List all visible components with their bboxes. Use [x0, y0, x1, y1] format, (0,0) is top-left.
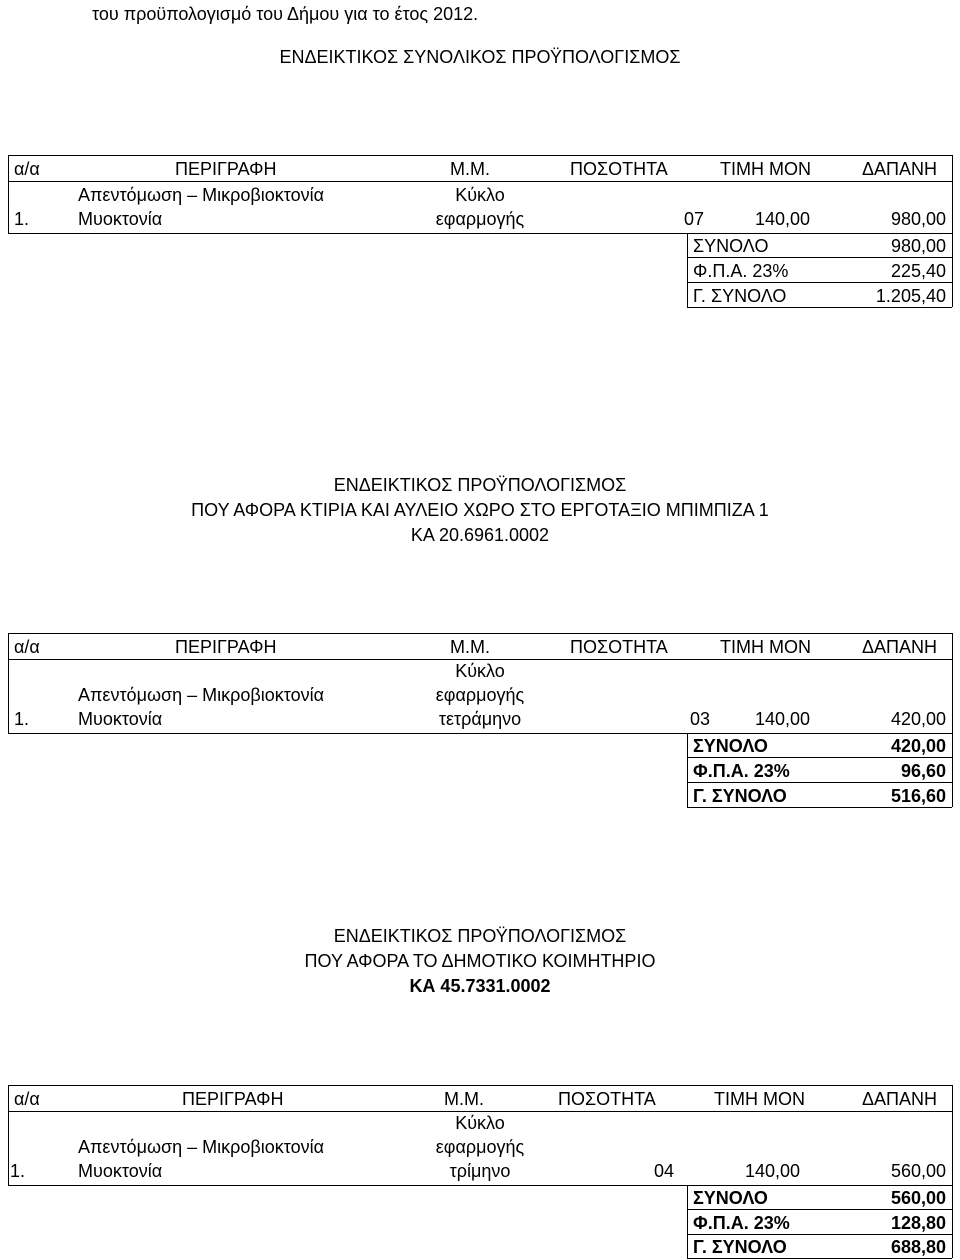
- header-aa: α/α: [14, 1089, 40, 1109]
- header-quantity: ΠΟΣΟΤΗΤΑ: [570, 159, 668, 179]
- section-1-title: ΕΝΔΕΙΚΤΙΚΟΣ ΣΥΝΟΛΙΚΟΣ ΠΡΟΫΠΟΛΟΓΙΣΜΟΣ: [279, 47, 681, 67]
- section-3-title-line-2: ΠΟΥ ΑΦΟΡΑ ΤΟ ΔΗΜΟΤΙΚΟ ΚΟΙΜΗΤΗΡΙΟ: [304, 951, 656, 971]
- item-quantity: 07: [683, 209, 704, 229]
- item-unit-line-3: τετράμηνο: [438, 709, 522, 729]
- item-unit-line-2: εφαρμογής: [435, 685, 525, 705]
- item-description-line-1: Απεντόμωση – Μικροβιοκτονία: [78, 1137, 325, 1157]
- grand-total-value: 516,60: [890, 786, 946, 806]
- header-unit-price: ΤΙΜΗ ΜΟΝ: [714, 1089, 805, 1109]
- section-2-title-line-1: ΕΝΔΕΙΚΤΙΚΟΣ ΠΡΟΫΠΟΛΟΓΙΣΜΟΣ: [333, 475, 627, 495]
- header-description: ΠΕΡΙΓΡΑΦΗ: [175, 637, 277, 657]
- vat-label: Φ.Π.Α. 23%: [693, 761, 790, 781]
- grand-total-label: Γ. ΣΥΝΟΛΟ: [693, 1237, 787, 1257]
- vat-value: 225,40: [890, 261, 946, 281]
- grand-total-label: Γ. ΣΥΝΟΛΟ: [693, 786, 787, 806]
- header-unit-price: ΤΙΜΗ ΜΟΝ: [720, 637, 811, 657]
- header-aa: α/α: [14, 637, 40, 657]
- item-unit-line-1: Κύκλο: [455, 1113, 505, 1133]
- vat-label: Φ.Π.Α. 23%: [693, 1213, 790, 1233]
- item-quantity: 03: [689, 709, 710, 729]
- section-2-title-line-3: ΚΑ 20.6961.0002: [410, 525, 550, 545]
- total-label: ΣΥΝΟΛΟ: [693, 1188, 768, 1208]
- total-value: 980,00: [890, 236, 946, 256]
- item-number: 1.: [14, 209, 30, 229]
- header-unit-price: ΤΙΜΗ ΜΟΝ: [720, 159, 811, 179]
- vat-value: 96,60: [900, 761, 946, 781]
- header-description: ΠΕΡΙΓΡΑΦΗ: [175, 159, 277, 179]
- header-unit: Μ.Μ.: [450, 637, 490, 657]
- item-number: 1.: [14, 709, 30, 729]
- item-description-line-1: Απεντόμωση – Μικροβιοκτονία: [78, 185, 325, 205]
- grand-total-label: Γ. ΣΥΝΟΛΟ: [693, 286, 787, 306]
- item-cost: 560,00: [890, 1161, 946, 1181]
- item-description-line-1: Απεντόμωση – Μικροβιοκτονία: [78, 685, 325, 705]
- item-unit-line-3: τρίμηνο: [449, 1161, 511, 1181]
- total-label: ΣΥΝΟΛΟ: [693, 736, 768, 756]
- section-3-title-line-1: ΕΝΔΕΙΚΤΙΚΟΣ ΠΡΟΫΠΟΛΟΓΙΣΜΟΣ: [333, 926, 627, 946]
- item-cost: 980,00: [890, 209, 946, 229]
- item-unit-line-1: Κύκλο: [455, 185, 505, 205]
- grand-total-value: 1.205,40: [875, 286, 946, 306]
- total-value: 560,00: [890, 1188, 946, 1208]
- header-aa: α/α: [14, 159, 40, 179]
- item-unit-line-2: εφαρμογής: [435, 209, 525, 229]
- section-3-title-line-3: ΚΑ 45.7331.0002: [409, 976, 551, 996]
- header-description: ΠΕΡΙΓΡΑΦΗ: [182, 1089, 284, 1109]
- item-unit-line-1: Κύκλο: [455, 661, 505, 681]
- header-cost: ΔΑΠΑΝΗ: [862, 1089, 938, 1109]
- item-unit-price: 140,00: [744, 1161, 800, 1181]
- header-quantity: ΠΟΣΟΤΗΤΑ: [570, 637, 668, 657]
- header-unit: Μ.Μ.: [444, 1089, 484, 1109]
- vat-value: 128,80: [890, 1213, 946, 1233]
- item-number: 1.: [10, 1161, 26, 1181]
- grand-total-value: 688,80: [890, 1237, 946, 1257]
- header-unit: Μ.Μ.: [450, 159, 490, 179]
- section-2-title-line-2: ΠΟΥ ΑΦΟΡΑ ΚΤΙΡΙΑ ΚΑΙ ΑΥΛΕΙΟ ΧΩΡΟ ΣΤΟ ΕΡΓΟΤΑΞΙΟ ΜΠΙΜΠΙΖΑ 1: [191, 500, 769, 520]
- header-cost: ΔΑΠΑΝΗ: [862, 159, 938, 179]
- item-unit-price: 140,00: [754, 209, 810, 229]
- item-unit-price: 140,00: [754, 709, 810, 729]
- item-cost: 420,00: [890, 709, 946, 729]
- intro-text: του προϋπολογισμό του Δήμου για το έτος 2012.: [92, 4, 479, 24]
- item-unit-line-2: εφαρμογής: [435, 1137, 525, 1157]
- total-value: 420,00: [890, 736, 946, 756]
- total-label: ΣΥΝΟΛΟ: [693, 236, 769, 256]
- item-description-line-2: Μυοκτονία: [78, 209, 163, 229]
- header-cost: ΔΑΠΑΝΗ: [862, 637, 938, 657]
- vat-label: Φ.Π.Α. 23%: [693, 261, 789, 281]
- item-quantity: 04: [653, 1161, 674, 1181]
- item-description-line-2: Μυοκτονία: [78, 1161, 163, 1181]
- header-quantity: ΠΟΣΟΤΗΤΑ: [558, 1089, 656, 1109]
- item-description-line-2: Μυοκτονία: [78, 709, 163, 729]
